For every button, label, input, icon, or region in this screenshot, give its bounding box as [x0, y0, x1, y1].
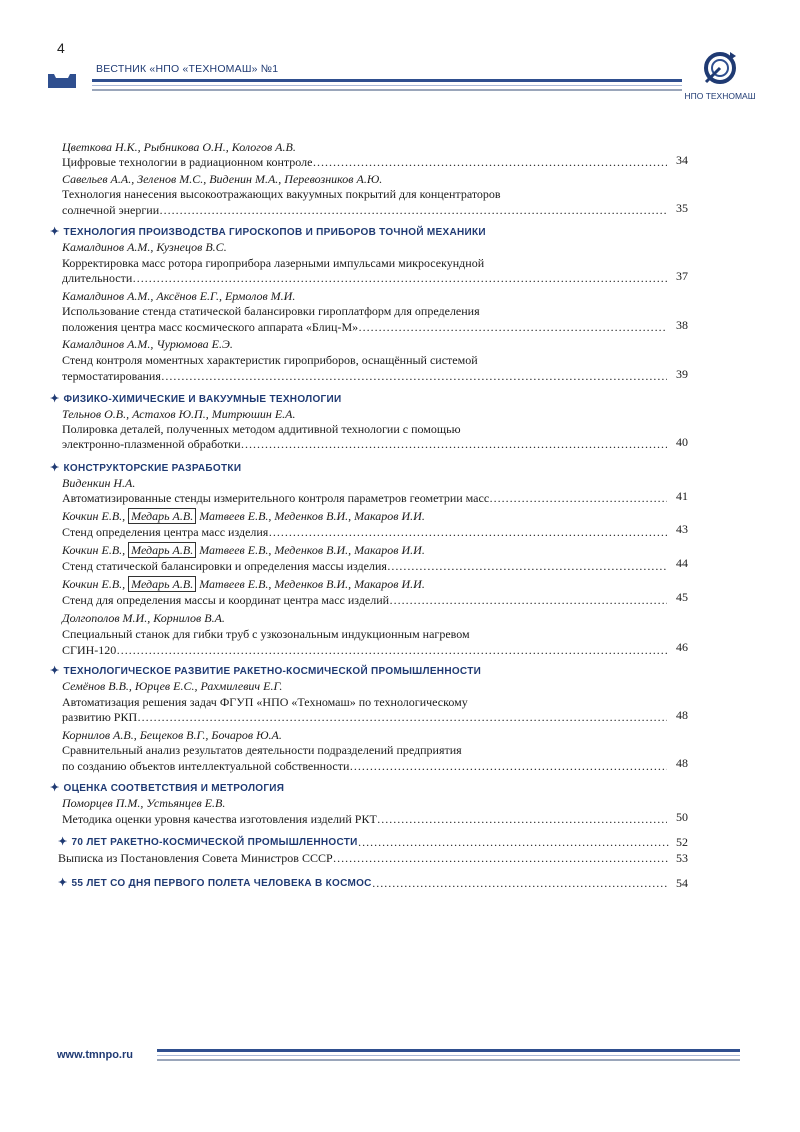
article-title[interactable]: Корректировка масс ротора гироприбора лазерными импульсами микросекундной — [62, 256, 485, 270]
article-page: 48 — [676, 756, 688, 770]
article-page: 50 — [676, 810, 688, 824]
logo-text: НПО ТЕХНОМАШ — [684, 91, 756, 101]
highlighted-author: Медарь А.В. — [128, 576, 196, 592]
article-authors: Камалдинов А.М., Аксёнов Е.Г., Ермолов М.И. — [62, 289, 296, 303]
article-page: 40 — [676, 435, 688, 449]
article-authors: Долгополов М.И., Корнилов В.А. — [62, 611, 225, 625]
star-icon: ✦ — [58, 877, 68, 889]
section-heading-physchem: ✦ ФИЗИКО-ХИМИЧЕСКИЕ И ВАКУУМНЫЕ ТЕХНОЛОГИИ — [50, 393, 342, 405]
article-authors: Кочкин Е.В., Медарь А.В. Матвеев Е.В., Меденков В.И., Макаров И.И. — [62, 543, 425, 557]
section-heading-gyro: ✦ ТЕХНОЛОГИЯ ПРОИЗВОДСТВА ГИРОСКОПОВ И ПРИБОРОВ ТОЧНОЙ МЕХАНИКИ — [50, 226, 486, 238]
highlighted-author: Медарь А.В. — [128, 542, 196, 558]
article-authors: Тельнов О.В., Астахов Ю.П., Митрюшин Е.А. — [62, 407, 296, 421]
footer-rule — [157, 1049, 740, 1061]
footer-website-link[interactable]: www.tmnpo.ru — [57, 1049, 133, 1061]
page-number: 4 — [57, 40, 65, 56]
article-title-cont[interactable]: по созданию объектов интеллектуальной собственности …………………………………………………………………………………………………………………………………………………………………………………………………… — [62, 759, 667, 774]
article-authors: Цветкова Н.К., Рыбникова О.Н., Кологов А.В. — [62, 140, 296, 154]
article-title[interactable]: Сравнительный анализ результатов деятельности подразделений предприятия — [62, 743, 462, 757]
article-authors: Виденкин Н.А. — [62, 476, 136, 490]
article-title[interactable]: Стенд контроля моментных характеристик гироприборов, оснащённый системой — [62, 353, 478, 367]
article-authors: Кочкин Е.В., Медарь А.В. Матвеев Е.В., Меденков В.И., Макаров И.И. — [62, 577, 425, 591]
article-title[interactable]: Использование стенда статической балансировки гироплатформ для определения — [62, 304, 480, 318]
article-page: 38 — [676, 318, 688, 332]
section-heading-rocket: ✦ ТЕХНОЛОГИЧЕСКОЕ РАЗВИТИЕ РАКЕТНО-КОСМИЧЕСКОЙ ПРОМЫШЛЕННОСТИ — [50, 665, 482, 677]
star-icon: ✦ — [50, 393, 60, 405]
article-page: 39 — [676, 367, 688, 381]
article-authors: Поморцев П.М., Устьянцев Е.В. — [62, 796, 226, 810]
star-icon: ✦ — [50, 782, 60, 794]
article-title-cont[interactable]: длительности …………………………………………………………………………………………………………………………………………………………………………………………………… — [62, 271, 667, 286]
article-title[interactable]: Специальный станок для гибки труб с узкозональным индукционным нагревом — [62, 627, 470, 641]
article-page: 52 — [676, 835, 688, 849]
article-title[interactable]: Стенд статической балансировки и определения массы изделия …………………………………………………………………………………………………………………………………………………………………………………………………… — [62, 559, 667, 574]
article-page: 34 — [676, 153, 688, 167]
star-icon: ✦ — [50, 226, 60, 238]
article-authors: Корнилов А.В., Бещеков В.Г., Бочаров Ю.А. — [62, 728, 282, 742]
article-title[interactable]: Полировка деталей, полученных методом аддитивной технологии с помощью — [62, 422, 461, 436]
article-page: 53 — [676, 851, 688, 865]
article-title-cont[interactable]: развитию РКП …………………………………………………………………………………………………………………………………………………………………………………………………… — [62, 710, 667, 725]
article-title-cont[interactable]: солнечной энергии …………………………………………………………………………………………………………………………………………………………………………………………………… — [62, 203, 667, 218]
star-icon: ✦ — [58, 836, 68, 848]
article-page: 54 — [676, 876, 688, 890]
article-authors: Савельев А.А., Зеленов М.С., Виденин М.А., Перевозников А.Ю. — [62, 172, 383, 186]
star-icon: ✦ — [50, 665, 60, 677]
article-title-cont[interactable]: положения центра масс космического аппарата «Блиц-М» …………………………………………………………………………………………………………………………………………………………………………………………………… — [62, 320, 667, 335]
article-title[interactable]: Технология нанесения высокоотражающих вакуумных покрытий для концентраторов — [62, 187, 501, 201]
article-page: 35 — [676, 201, 688, 215]
journal-title: ВЕСТНИК «НПО «ТЕХНОМАШ» №1 — [96, 63, 279, 75]
article-authors: Камалдинов А.М., Чурюмова Е.Э. — [62, 337, 233, 351]
article-page: 44 — [676, 556, 688, 570]
article-page: 41 — [676, 489, 688, 503]
star-icon: ✦ — [50, 462, 60, 474]
section-heading-design: ✦ КОНСТРУКТОРСКИЕ РАЗРАБОТКИ — [50, 462, 242, 474]
article-title[interactable]: Стенд определения центра масс изделия …………………………………………………………………………………………………………………………………………………………………………………………………… — [62, 525, 667, 540]
article-authors: Семёнов В.В., Юрцев Е.С., Рахмилевич Е.Г. — [62, 679, 283, 693]
article-title-cont[interactable]: термостатирования …………………………………………………………………………………………………………………………………………………………………………………………………… — [62, 369, 667, 384]
article-title[interactable]: Стенд для определения массы и координат центра масс изделий …………………………………………………………………………………………………………………………………………………………………………………………………… — [62, 593, 667, 608]
article-page: 46 — [676, 640, 688, 654]
article-title[interactable]: Цифровые технологии в радиационном контроле …………………………………………………………………………………………………………………………………………………………………………………………………… — [62, 155, 667, 170]
decree-entry[interactable]: Выписка из Постановления Совета Министров СССР …………………………………………………………………………………………………………………………………………………………………………………………………… — [58, 851, 669, 866]
article-authors: Камалдинов А.М., Кузнецов В.С. — [62, 240, 227, 254]
article-page: 48 — [676, 708, 688, 722]
article-page: 37 — [676, 269, 688, 283]
highlighted-author: Медарь А.В. — [128, 508, 196, 524]
article-page: 45 — [676, 590, 688, 604]
article-authors: Кочкин Е.В., Медарь А.В. Матвеев Е.В., Меденков В.И., Макаров И.И. — [62, 509, 425, 523]
article-title[interactable]: Методика оценки уровня качества изготовления изделий РКТ …………………………………………………………………………………………………………………………………………………………………………………………………… — [62, 812, 667, 827]
article-title-cont[interactable]: электронно-плазменной обработки …………………………………………………………………………………………………………………………………………………………………………………………………… — [62, 437, 667, 452]
section-entry-seventy[interactable]: ✦ 70 ЛЕТ РАКЕТНО-КОСМИЧЕСКОЙ ПРОМЫШЛЕННОСТИ …………………………………………………………………………………………………………………………………………………………………………………………………… — [58, 835, 669, 850]
article-title-cont[interactable]: СГИН-120 …………………………………………………………………………………………………………………………………………………………………………………………………… — [62, 643, 667, 658]
article-page: 43 — [676, 522, 688, 536]
section-heading-quality: ✦ ОЦЕНКА СООТВЕТСТВИЯ И МЕТРОЛОГИЯ — [50, 782, 285, 794]
section-entry-fiftyfive[interactable]: ✦ 55 ЛЕТ СО ДНЯ ПЕРВОГО ПОЛЕТА ЧЕЛОВЕКА В КОСМОС …………………………………………………………………………………………………………………………………………………………………………………………………… — [58, 876, 669, 891]
article-title[interactable]: Автоматизация решения задач ФГУП «НПО «Техномаш» по технологическому — [62, 695, 468, 709]
article-title[interactable]: Автоматизированные стенды измерительного контроля параметров геометрии масс …………………………………………………………………………………………………………………………………………………………………………………………………… — [62, 491, 667, 506]
